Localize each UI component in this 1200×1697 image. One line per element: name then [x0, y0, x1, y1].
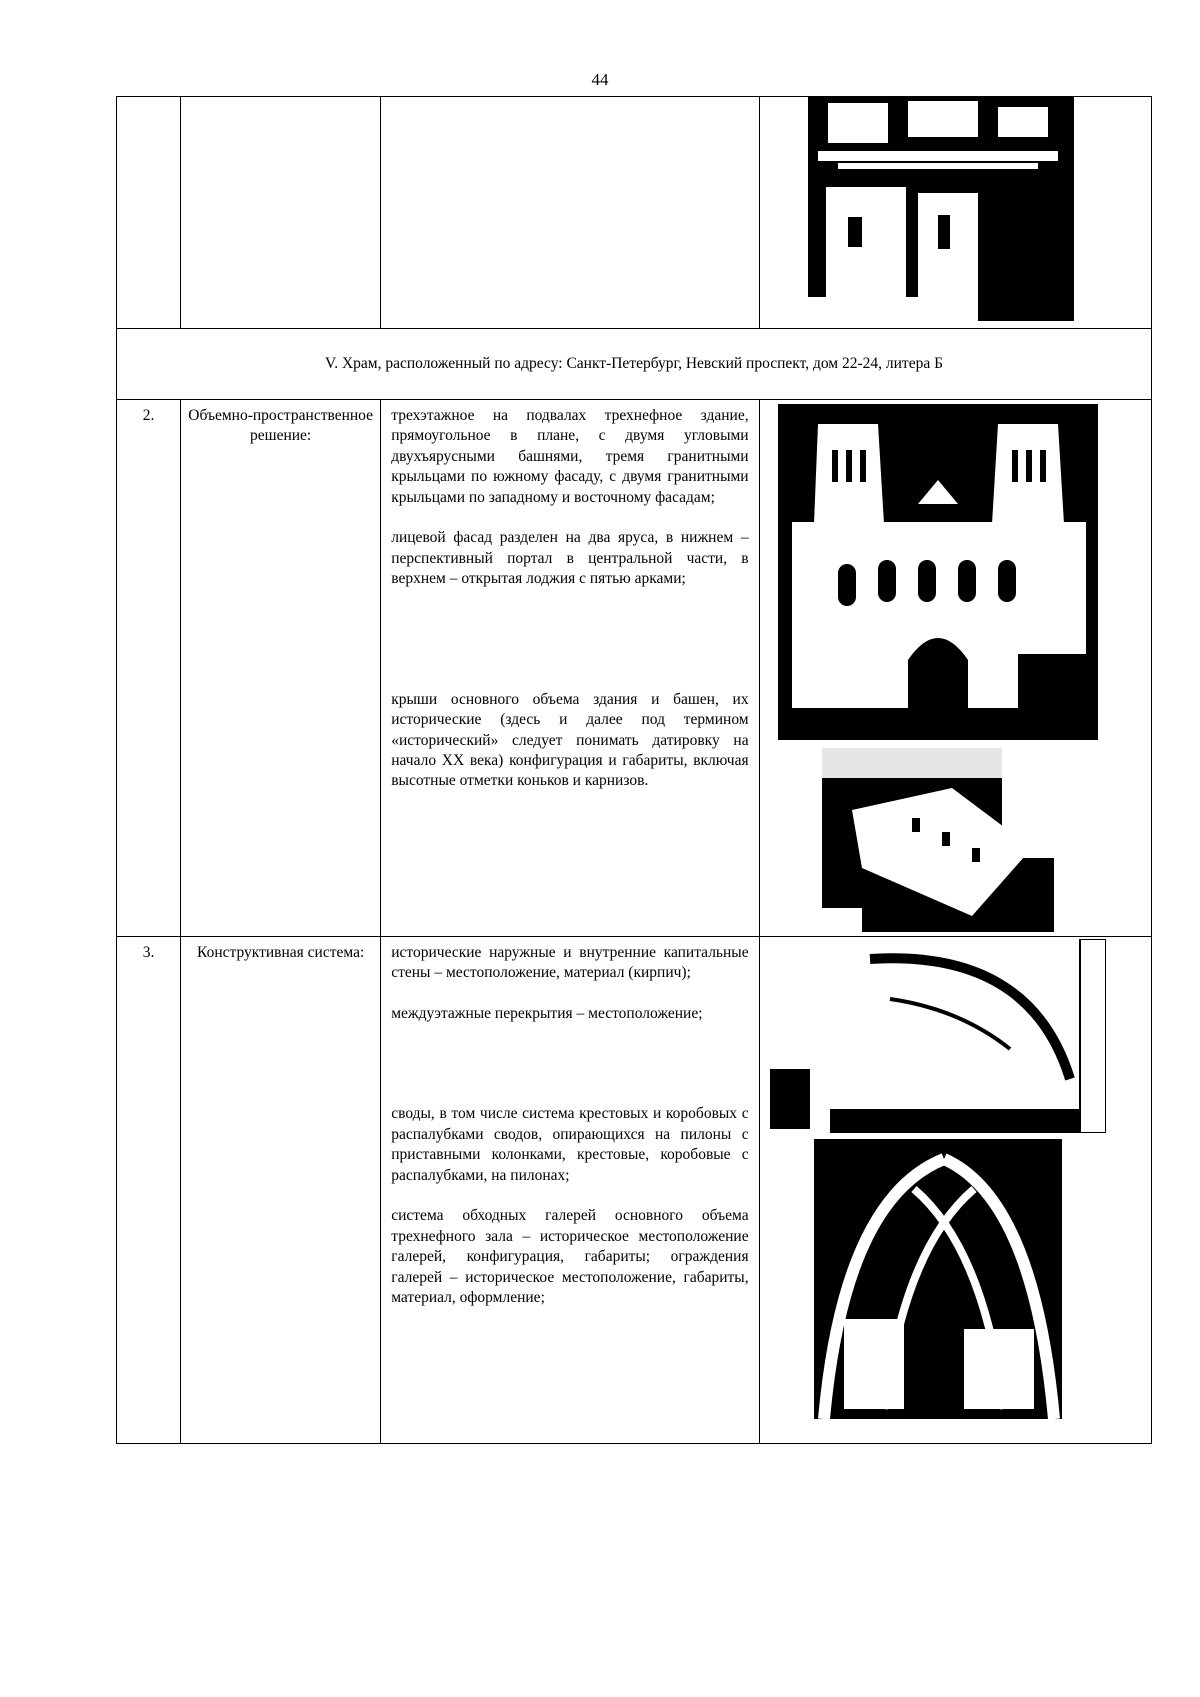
cell-empty-number	[117, 97, 181, 329]
table-row	[117, 937, 1152, 1444]
facade-detail-photo	[808, 97, 1074, 321]
table-row	[117, 400, 1152, 937]
section-heading: V. Храм, расположенный по адресу: Санкт-Петербург, Невский проспект, дом 22-24, литера Б	[117, 329, 1152, 400]
description-paragraph: система обходных галерей основного объема трехнефного зала – историческое местоположение галерей, конфигурация, габариты; ограждения галерей – историческое местоположение, габариты, материал, оформление;	[391, 1207, 749, 1306]
heritage-table	[116, 96, 1152, 1444]
row-description	[381, 400, 759, 937]
description-paragraph: своды, в том числе система крестовых и коробовых с распалубками сводов, опирающихся на пилоны с приставными колонками, крестовые, коробовые с распалубками, на пилонах;	[391, 1105, 749, 1184]
church-facade-photo	[778, 404, 1098, 740]
table-row-continuation	[117, 97, 1152, 329]
row-label: Конструктивная система:	[181, 937, 381, 1444]
church-aerial-photo	[822, 748, 1054, 932]
cell-empty-text	[381, 97, 759, 329]
description-paragraph: крыши основного объема здания и башен, их исторические (здесь и далее под термином «исторический» следует понимать датировку на начало XX века) конфигурация и габариты, включая высотные отметки коньков и карнизов.	[391, 690, 749, 790]
page-number: 44	[591, 70, 609, 89]
row-number: 2.	[117, 400, 181, 937]
vault-ceiling-photo	[770, 939, 1106, 1133]
cell-photos-vaults	[759, 937, 1151, 1444]
row-label: Объемно-пространственное решение:	[181, 400, 381, 937]
row-number: 3.	[117, 937, 181, 1444]
row-description	[381, 937, 759, 1444]
description-paragraph: трехэтажное на подвалах трехнефное здание, прямоугольное в плане, с двумя угловыми двухъярусными башнями, тремя гранитными крыльцами по южному фасаду, с двумя гранитными крыльцами по западному и восточному фасадам;	[391, 407, 749, 506]
description-paragraph: междуэтажные перекрытия – местоположение;	[391, 1004, 703, 1022]
section-heading-row	[117, 329, 1152, 400]
cell-empty-label	[181, 97, 381, 329]
vault-arches-photo	[814, 1139, 1062, 1439]
description-paragraph: исторические наружные и внутренние капитальные стены – местоположение, материал (кирпич);	[391, 944, 749, 982]
cell-photo-facade-detail	[759, 97, 1151, 329]
description-paragraph: лицевой фасад разделен на два яруса, в нижнем – перспективный портал в центральной части, в верхнем – открытая лоджия с пятью арками;	[391, 529, 749, 588]
cell-photos-church	[759, 400, 1151, 937]
